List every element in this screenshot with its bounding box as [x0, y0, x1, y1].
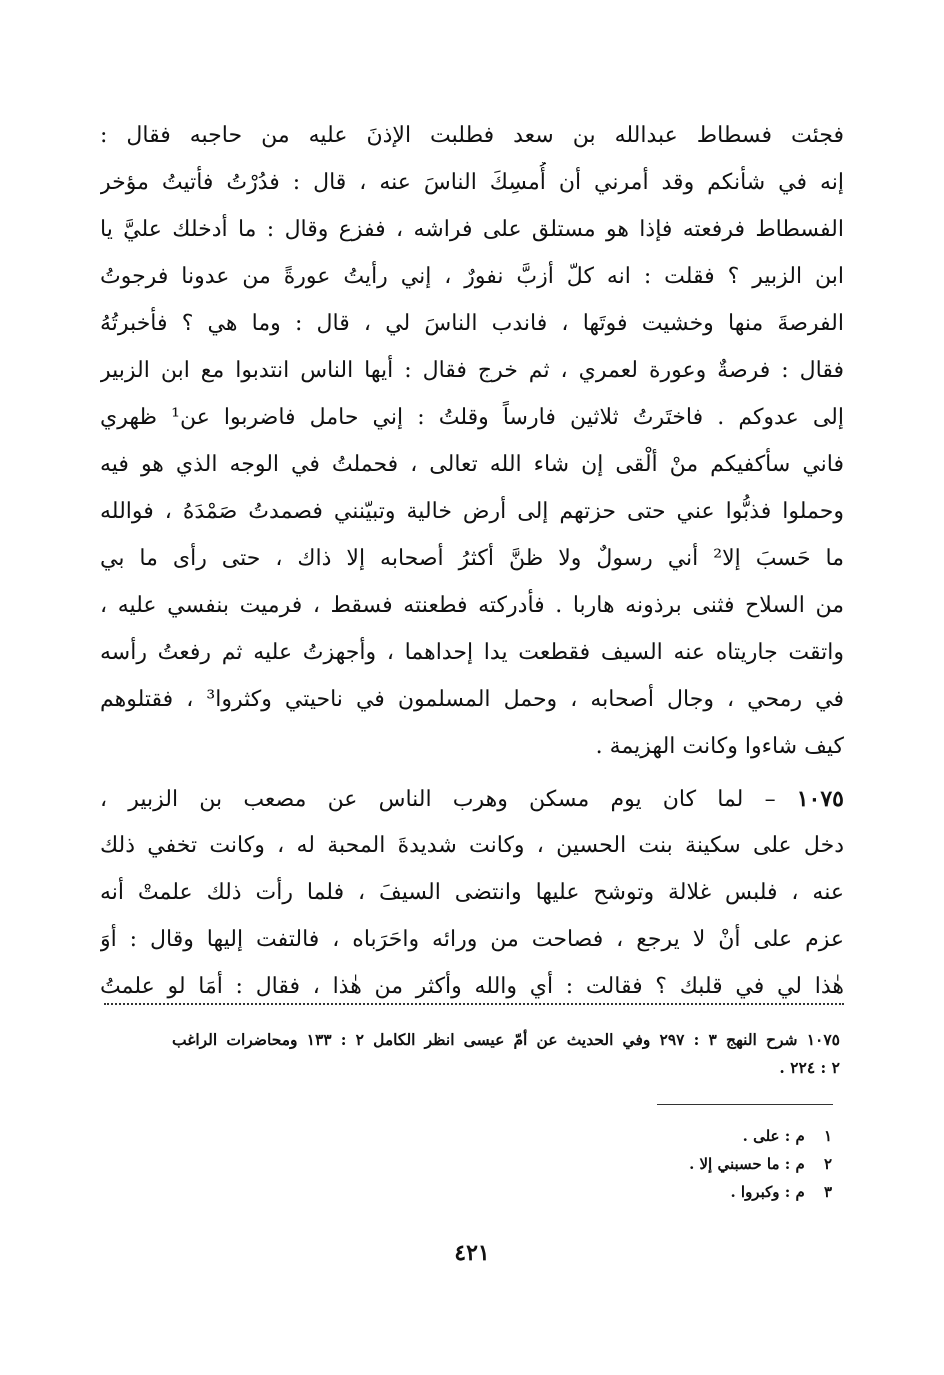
page-number: ٤٢١ — [454, 1240, 490, 1266]
text-line: في رمحي ، وجال أصحابه ، وحمل المسلمون في ناحيتي وكثروا³ ، فقتلوهم — [100, 687, 844, 712]
text-line: من السلاح فثنى برذونه هاربا . فأدركته فطعنته فسقط ، فرميت بنفسي عليه ، — [100, 593, 844, 618]
variant-text: م : على . — [742, 1127, 805, 1145]
variant-text: م : وكبروا . — [730, 1183, 805, 1201]
text-line: فقال : فرصةٌ وعورة لعمري ، ثم خرج فقال : أيها الناس انتدبوا مع ابن الزبير — [100, 358, 844, 383]
text-line: الفسطاط فرفعته فإذا هو مستلق على فراشه ، ففزع وقال : ما أدخلك عليَّ يا — [100, 217, 844, 242]
entry-dash: – — [764, 787, 776, 812]
variant-number: ٣ — [823, 1183, 832, 1201]
text-line: الفرصةَ منها وخشيت فوتَها ، فاندب الناسَ لي ، قال : وما هي ؟ فأخبرتُهُ — [100, 311, 844, 336]
variant-note — [532, 1178, 832, 1206]
text-line: عنه ، فلبس غلالة وتوشح عليها وانتضى السيفَ ، فلما رأت ذلك علمتْ أنه — [100, 880, 844, 905]
text-line: كيف شاءوا وكانت الهزيمة . — [595, 734, 844, 759]
entry-first-line — [100, 778, 844, 820]
text-line: عزم على أنْ لا يرجع ، فصاحت من ورائه واحَرَباه ، فالتفت إليها وقال : أوَ — [100, 927, 844, 952]
dotted-separator — [104, 1003, 844, 1005]
text-line: واتقت جاريتاه عنه السيف فقطعت يدا إحداهما ، وأجهزتُ عليه ثم رفعتُ رأسه — [100, 640, 844, 665]
variant-note — [532, 1122, 832, 1150]
footnote-separator — [657, 1104, 833, 1105]
entry-number: ١٠٧٥ — [796, 786, 844, 812]
text-line: ما حَسبَ إلا² أني رسولٌ ولا ظنَّ أكثرُ أصحابه إلا ذاك ، حتى رأى ما بي — [100, 546, 844, 571]
text-line: هٰذا لي في قلبك ؟ فقالت : أي والله وأكثر من هٰذا ، فقال : أمَا لو علمتُ — [100, 974, 844, 999]
text-line: إلى عدوكم . فاختَرتُ ثلاثين فارساً وقلتُ : إني حامل فاضربوا عن¹ ظهري — [100, 405, 844, 430]
text-line: دخل على سكينة بنت الحسين ، وكانت شديدةَ المحبة له ، وكانت تخفي ذلك — [100, 833, 844, 858]
text-line: فاني سأكفيكم منْ ألْقى إن شاء الله تعالى ، فحملتُ في الوجه الذي هو فيه — [100, 452, 844, 477]
entry-text: لما كان يوم مسكن وهرب الناس عن مصعب بن الزبير ، — [100, 787, 744, 812]
variant-note — [532, 1150, 832, 1178]
text-line: ابن الزبير ؟ فقلت : انه كلّ أزبَّ نفورٌ ، إني رأيتُ عورةً من عدونا فرجوتُ — [100, 264, 844, 289]
variant-number: ٢ — [823, 1155, 832, 1173]
source-note-line: ٢ : ٢٢٤ . — [779, 1058, 840, 1077]
text-line: فجئت فسطاط عبدالله بن سعد فطلبت الإذنَ عليه من حاجبه فقال : — [100, 123, 844, 148]
source-note-line: ١٠٧٥ شرح النهج ٣ : ٢٩٧ وفي الحديث عن أمّ عيسى انظر الكامل ٢ : ١٣٣ ومحاضرات الراغب — [172, 1030, 840, 1049]
variant-number: ١ — [823, 1127, 832, 1145]
text-line: وحملوا فذبُّوا عني حتى حزتهم إلى أرض خالية وتبيّنني فصمدتُ صَمْدَهُ ، فوالله — [100, 499, 844, 524]
text-line: إنه في شأنكم وقد أمرني أن أُمسِكَ الناسَ عنه ، قال : فدُرْتُ فأتيتُ مؤخر — [100, 170, 844, 195]
variant-text: م : ما حسبني إلا . — [689, 1155, 805, 1173]
